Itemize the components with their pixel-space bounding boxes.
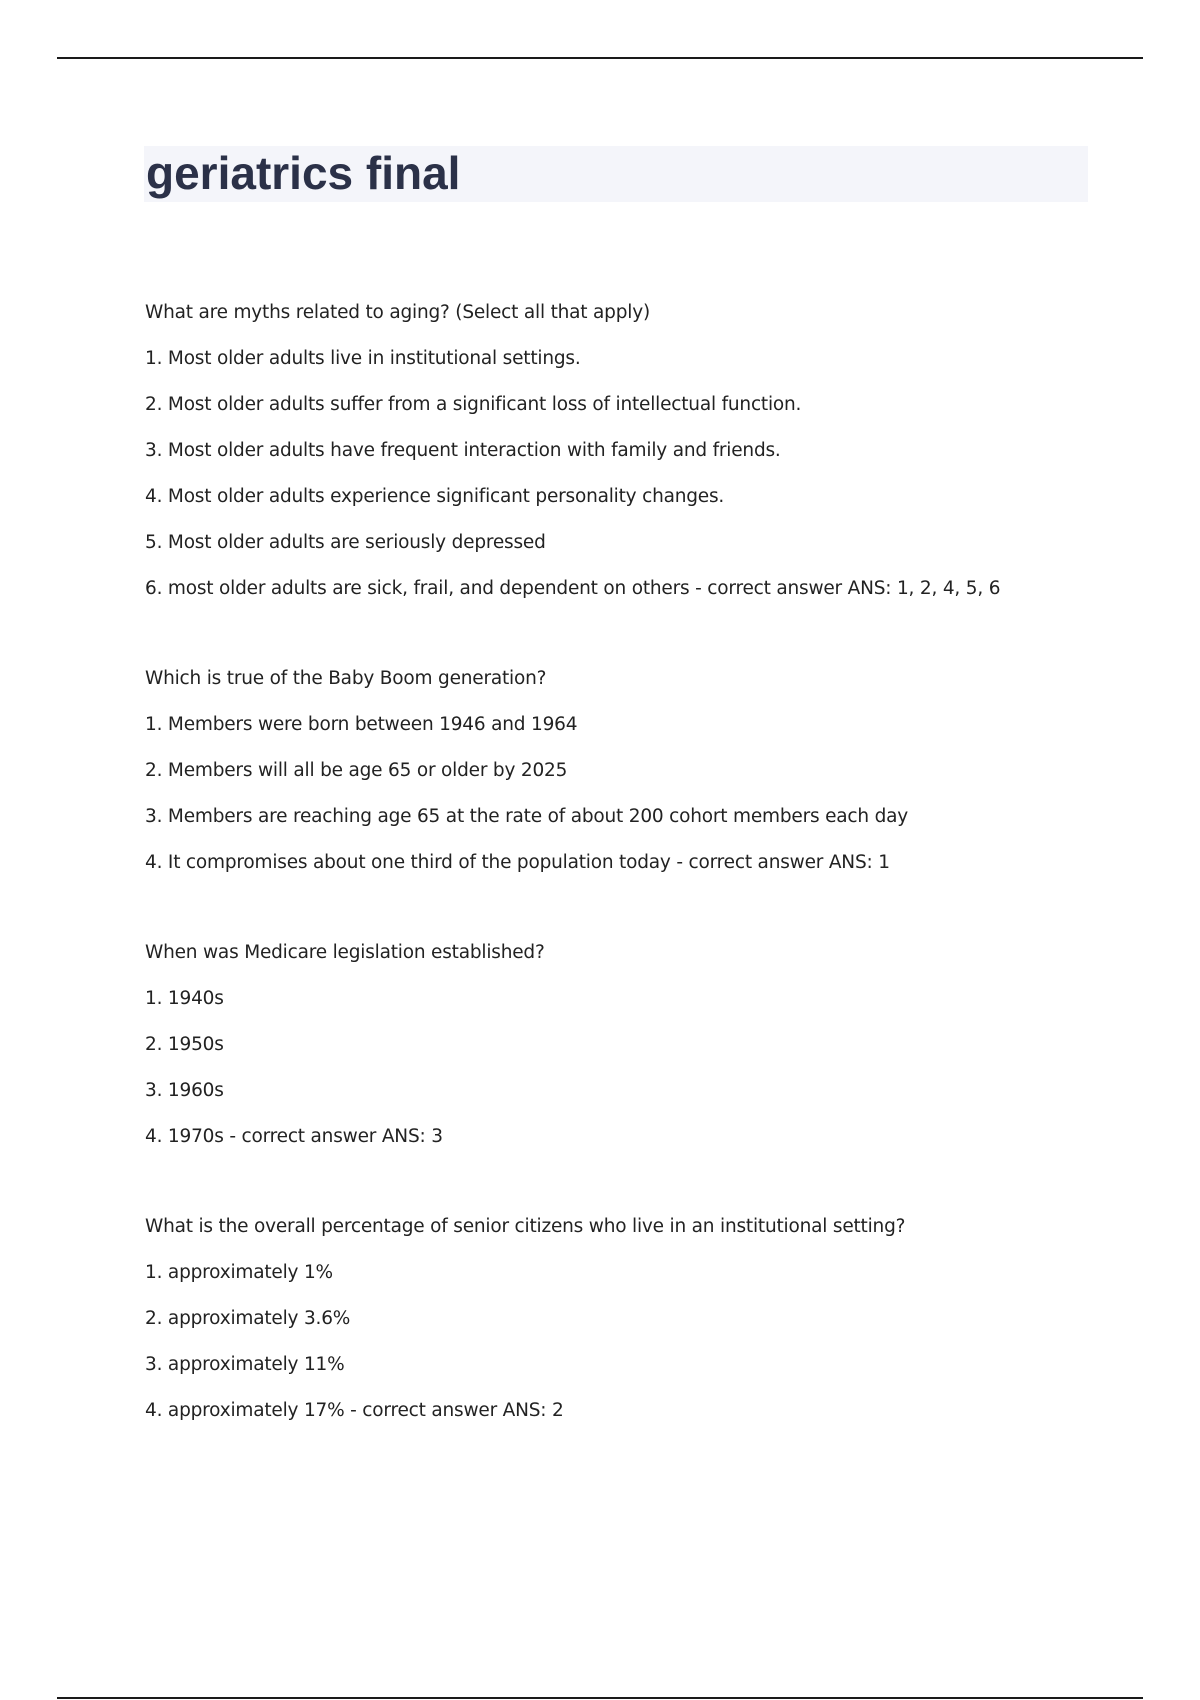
answer-option: 4. approximately 17% - correct answer ANS: 2 (145, 1400, 564, 1421)
answer-option: 6. most older adults are sick, frail, and dependent on others - correct answer ANS: 1, 2, 4, 5, 6 (145, 578, 1001, 599)
question-4 (145, 1204, 1095, 1434)
header-rule (57, 57, 1143, 59)
question-prompt: What are myths related to aging? (Select all that apply) (145, 302, 650, 323)
answer-option: 1. approximately 1% (145, 1262, 333, 1283)
answer-option: 2. 1950s (145, 1034, 224, 1055)
answer-option: 5. Most older adults are seriously depressed (145, 532, 546, 553)
answer-option: 2. Members will all be age 65 or older by 2025 (145, 760, 568, 781)
answer-option: 4. Most older adults experience significant personality changes. (145, 486, 725, 507)
question-3 (145, 930, 1095, 1160)
footer-rule (57, 1697, 1143, 1699)
answer-option: 2. Most older adults suffer from a significant loss of intellectual function. (145, 394, 802, 415)
question-prompt: Which is true of the Baby Boom generation? (145, 668, 547, 689)
answer-option: 2. approximately 3.6% (145, 1308, 351, 1329)
answer-option: 3. 1960s (145, 1080, 224, 1101)
question-2 (145, 656, 1095, 886)
question-prompt: When was Medicare legislation established? (145, 942, 545, 963)
question-1 (145, 290, 1095, 612)
question-prompt: What is the overall percentage of senior citizens who live in an institutional setting? (145, 1216, 906, 1237)
question-list (145, 290, 1095, 1478)
answer-option: 4. 1970s - correct answer ANS: 3 (145, 1126, 443, 1147)
answer-option: 3. Members are reaching age 65 at the rate of about 200 cohort members each day (145, 806, 909, 827)
answer-option: 1. Members were born between 1946 and 1964 (145, 714, 578, 735)
answer-option: 1. Most older adults live in institutional settings. (145, 348, 581, 369)
document-title: geriatrics final (146, 147, 461, 199)
answer-option: 4. It compromises about one third of the population today - correct answer ANS: 1 (145, 852, 890, 873)
answer-option: 1. 1940s (145, 988, 224, 1009)
answer-option: 3. approximately 11% (145, 1354, 345, 1375)
answer-option: 3. Most older adults have frequent interaction with family and friends. (145, 440, 781, 461)
